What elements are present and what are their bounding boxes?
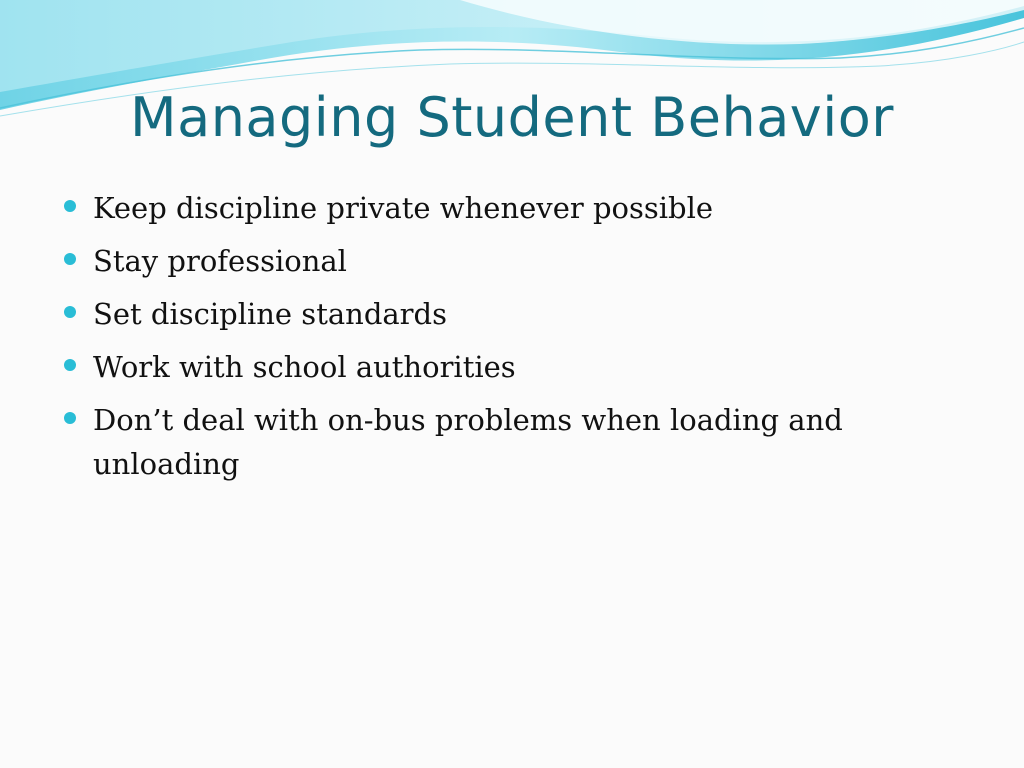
slide-title: Managing Student Behavior (130, 86, 894, 149)
bullet-text: Don’t deal with on-bus problems when loading and unloading (93, 403, 843, 481)
list-item (62, 292, 942, 336)
bullet-dot-icon (64, 253, 76, 265)
bullet-text: Set discipline standards (93, 297, 447, 331)
bullet-list (62, 186, 942, 495)
bullet-dot-icon (64, 412, 76, 424)
list-item (62, 239, 942, 283)
bullet-text: Keep discipline private whenever possible (93, 191, 714, 225)
list-item (62, 186, 942, 230)
bullet-dot-icon (64, 200, 76, 212)
list-item (62, 398, 942, 486)
list-item (62, 345, 942, 389)
bullet-text: Stay professional (93, 244, 347, 278)
bullet-text: Work with school authorities (93, 350, 516, 384)
bullet-dot-icon (64, 306, 76, 318)
bullet-dot-icon (64, 359, 76, 371)
